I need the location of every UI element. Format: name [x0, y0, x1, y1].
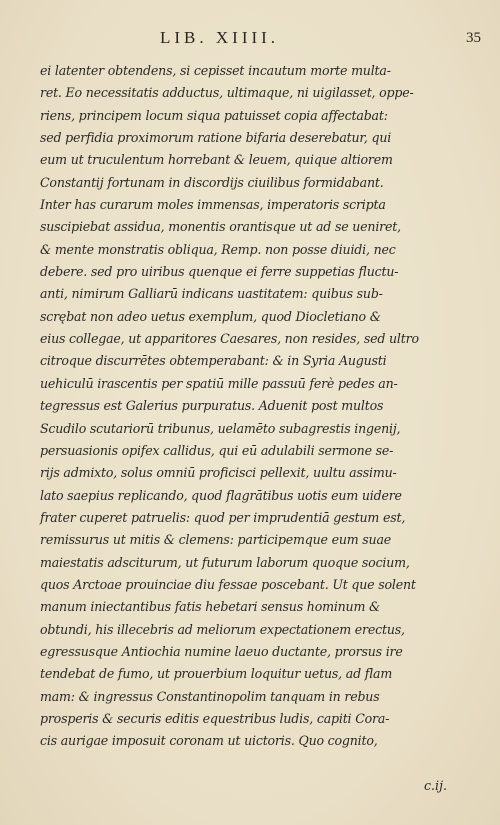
- text-line: eius collegae, ut apparitores Caesares, non resides, sed ultro: [40, 331, 419, 347]
- text-line: quos Arctoae prouinciae diu fessae poscebant. Ut que solent: [40, 576, 416, 592]
- running-head: [0, 28, 500, 50]
- text-line: obtundi, his illecebris ad meliorum expectationem erectus,: [40, 621, 405, 637]
- book-title: LIB. XIIII.: [160, 28, 280, 47]
- text-line: egressusque Antiochia numine laeuo ductante, prorsus ire: [40, 643, 403, 659]
- text-line: rijs admixto, solus omniū proficisci pellexit, uultu assimu-: [40, 465, 397, 481]
- text-line: debere. sed pro uiribus quenque ei ferre suppetias fluctu-: [40, 264, 399, 280]
- text-line: remissurus ut mitis & clemens: participemque eum suae: [40, 532, 392, 548]
- text-line: tegressus est Galerius purpuratus. Aduenit post multos: [40, 398, 384, 414]
- signature-mark: c.ij.: [424, 778, 447, 793]
- text-line: manum iniectantibus fatis hebetari sensus hominum &: [40, 599, 381, 615]
- text-line: frater cuperet patruelis: quod per imprudentiā gestum est,: [40, 509, 406, 525]
- text-line: Constantij fortunam in discordijs ciuilibus formidabant.: [40, 174, 384, 190]
- text-line: uehiculū irascentis per spatiū mille passuū ferè pedes an-: [40, 375, 398, 391]
- text-line: persuasionis opifex callidus, qui eū adulabili sermone se-: [40, 442, 394, 458]
- text-line: & mente monstratis obliqua, Remp. non posse diuidi, nec: [40, 241, 396, 257]
- text-line: maiestatis adsciturum, ut futurum laborum quoque socium,: [40, 554, 410, 570]
- text-line: prosperis & securis editis equestribus ludis, capiti Cora-: [40, 710, 390, 726]
- text-line: ei latenter obtendens, si cepisset incautum morte multa-: [40, 63, 391, 78]
- text-line: tendebat de fumo, ut prouerbium loquitur uetus, ad flam: [40, 666, 393, 682]
- text-line: eum ut truculentum horrebant & leuem, quique altiorem: [40, 152, 393, 168]
- text-line: riens, principem locum siqua patuisset copia affectabat:: [40, 107, 388, 123]
- text-line: anti, nimirum Galliarū indicans uastitatem: quibus sub-: [40, 286, 383, 302]
- text-line: suscipiebat assidua, monentis orantisque ut ad se ueniret,: [40, 219, 401, 235]
- text-line: sed perfidia proximorum ratione bifaria deserebatur, qui: [40, 130, 392, 146]
- text-line: Inter has curarum moles immensas, imperatoris scripta: [40, 197, 386, 213]
- text-line: Scudilo scutariorū tribunus, uelamēto subagrestis ingenij,: [40, 420, 401, 436]
- text-line: citroque discurrētes obtemperabant: & in Syria Augusti: [40, 353, 387, 369]
- page-number: 35: [466, 30, 481, 46]
- text-line: cis aurigae imposuit coronam ut uictoris. Quo cognito,: [40, 733, 378, 749]
- text-line: mam: & ingressus Constantinopolim tanquam in rebus: [40, 688, 380, 704]
- text-line: scrębat non adeo uetus exemplum, quod Diocletiano &: [40, 308, 381, 324]
- text-line: ret. Eo necessitatis adductus, ultimaque, ni uigilasset, oppe-: [40, 85, 414, 101]
- text-block: [40, 60, 470, 753]
- text-line: lato saepius replicando, quod flagrātibus uotis eum uidere: [40, 487, 402, 503]
